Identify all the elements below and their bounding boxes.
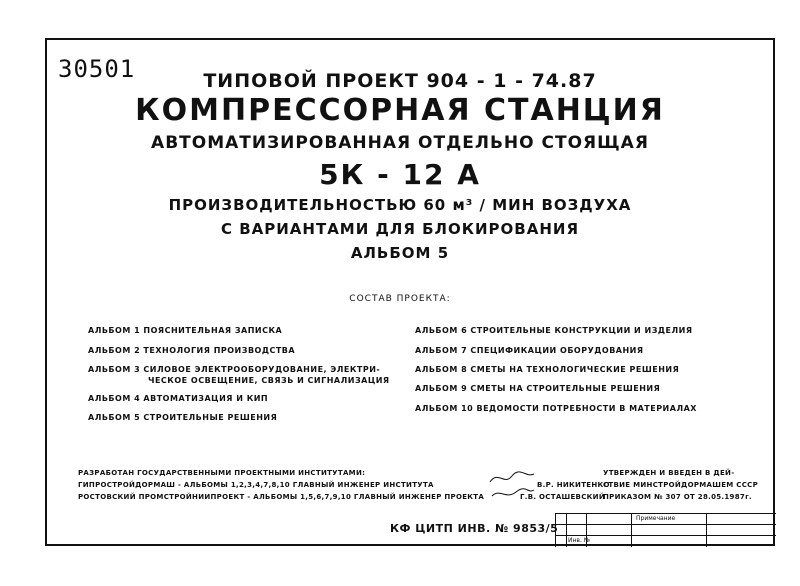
model-title: 5К - 12 А [319,158,481,191]
album-list-item: АЛЬБОМ 10 ВЕДОМОСТИ ПОТРЕБНОСТИ В МАТЕРИАЛАХ [415,404,697,413]
album-list-item: АЛЬБОМ 6 СТРОИТЕЛЬНЫЕ КОНСТРУКЦИИ И ИЗДЕЛИЯ [415,326,693,335]
album-list-item: АЛЬБОМ 2 ТЕХНОЛОГИЯ ПРОИЗВОДСТВА [88,346,296,355]
album-list-item: АЛЬБОМ 9 СМЕТЫ НА СТРОИТЕЛЬНЫЕ РЕШЕНИЯ [415,384,661,393]
project-main-title: КОМПРЕССОРНАЯ СТАНЦИЯ [135,93,665,128]
approval-line: УТВЕРЖДЕН И ВВЕДЕН В ДЕЙ- [603,469,735,477]
album-list-item: ЧЕСКОЕ ОСВЕЩЕНИЕ, СВЯЗЬ И СИГНАЛИЗАЦИЯ [148,376,390,385]
developer-name: Г.В. ОСТАШЕВСКИЙ [520,493,605,501]
handwritten-number: 30501 [58,55,136,83]
album-list-item: АЛЬБОМ 8 СМЕТЫ НА ТЕХНОЛОГИЧЕСКИЕ РЕШЕНИЯ [415,365,680,374]
project-subtitle: АВТОМАТИЗИРОВАННАЯ ОТДЕЛЬНО СТОЯЩАЯ [151,133,649,153]
album-list-item: АЛЬБОМ 5 СТРОИТЕЛЬНЫЕ РЕШЕНИЯ [88,413,278,422]
album-list-item: АЛЬБОМ 7 СПЕЦИФИКАЦИИ ОБОРУДОВАНИЯ [415,346,644,355]
album-list-item: АЛЬБОМ 4 АВТОМАТИЗАЦИЯ И КИП [88,394,269,403]
approval-line: СТВИЕ МИНСТРОЙДОРМАШЕМ СССР [603,481,759,489]
composition-heading: СОСТАВ ПРОЕКТА: [349,294,451,304]
capacity-line: ПРОИЗВОДИТЕЛЬНОСТЬЮ 60 м³ / МИН ВОЗДУХА [168,196,632,214]
developer-line: РОСТОВСКИЙ ПРОМСТРОЙНИИПРОЕКТ - АЛЬБОМЫ 1,5,6,7,9,10 ГЛАВНЫЙ ИНЖЕНЕР ПРОЕКТА [78,493,485,501]
album-list-item: АЛЬБОМ 1 ПОЯСНИТЕЛЬНАЯ ЗАПИСКА [88,326,283,335]
signature [488,466,538,502]
inventory-number: КФ ЦИТП ИНВ. № 9853/5 [390,522,559,535]
stamp-label: Примечание [636,515,676,522]
developer-name: В.Р. НИКИТЕНКО [537,481,610,489]
developer-line: ГИПРОСТРОЙДОРМАШ - АЛЬБОМЫ 1,2,3,4,7,8,10 ГЛАВНЫЙ ИНЖЕНЕР ИНСТИТУТА [78,481,434,489]
title-block [555,513,776,547]
stamp-column-label: Инв. № [568,537,591,544]
approval-line: ПРИКАЗОМ № 307 ОТ 28.05.1987г. [603,493,752,501]
album-number: АЛЬБОМ 5 [350,244,450,262]
variants-line: С ВАРИАНТАМИ ДЛЯ БЛОКИРОВАНИЯ [220,220,580,238]
project-number-title: ТИПОВОЙ ПРОЕКТ 904 - 1 - 74.87 [203,70,597,92]
developers-heading: РАЗРАБОТАН ГОСУДАРСТВЕННЫМИ ПРОЕКТНЫМИ ИНСТИТУТАМИ: [78,469,366,477]
album-list-item: АЛЬБОМ 3 СИЛОВОЕ ЭЛЕКТРООБОРУДОВАНИЕ, ЭЛЕКТРИ- [88,365,381,374]
